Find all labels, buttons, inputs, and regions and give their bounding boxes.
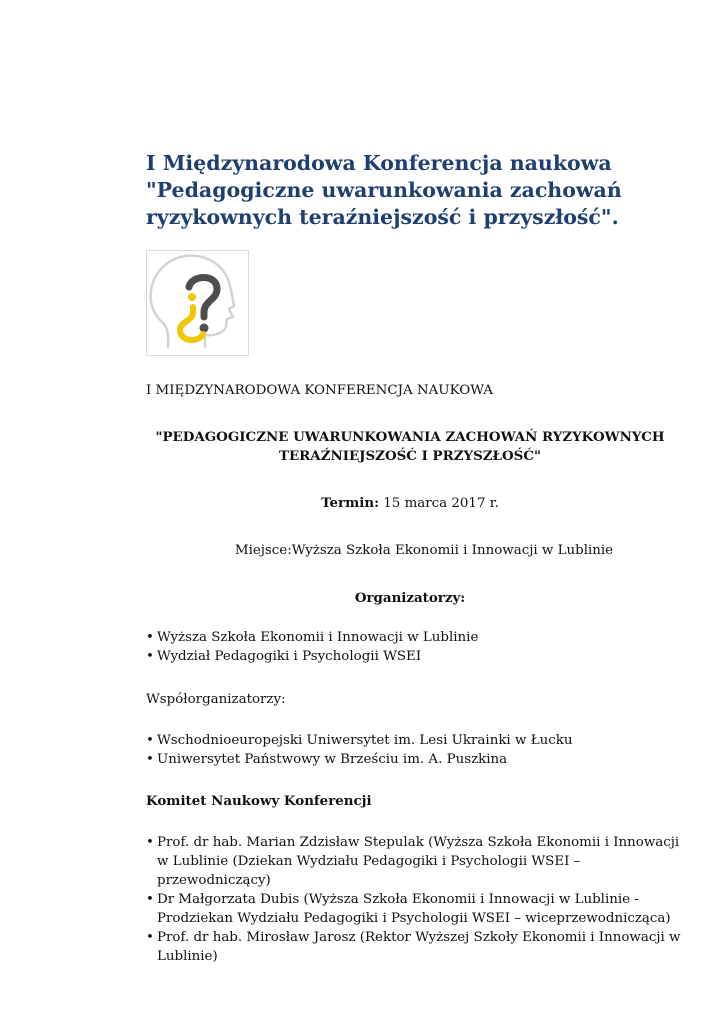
list-item [146, 833, 686, 890]
organizers-heading: Organizatorzy: [354, 590, 466, 606]
coorganizer-name: Wschodnioeuropejski Uniwersytet im. Lesi Ukrainki w Łucku [157, 733, 573, 748]
conference-logo [146, 250, 249, 356]
page-title [146, 150, 686, 231]
place-line: Miejsce:Wyższa Szkoła Ekonomii i Innowacji w Lublinie [234, 543, 614, 558]
organizer-name: Wyższa Szkoła Ekonomii i Innowacji w Lublinie [157, 630, 479, 645]
term-label: Termin: [321, 495, 380, 511]
list-item [146, 647, 686, 666]
head-question-mark-icon [147, 251, 248, 355]
coorganizers-heading: Współorganizatorzy: [146, 692, 286, 707]
title-line: "Pedagogiczne uwarunkowania zachowań [146, 178, 622, 202]
term-value: 15 marca 2017 r. [379, 496, 499, 511]
organizer-name: Wydział Pedagogiki i Psychologii WSEI [157, 649, 422, 664]
bullet: • [146, 930, 154, 945]
bullet: • [146, 892, 154, 907]
member-line: Prof. dr hab. Marian Zdzisław Stepulak (Wyższa Szkoła Ekonomii i Innowacji [157, 835, 680, 850]
member-line: Prodziekan Wydziału Pedagogiki i Psychologii WSEI – wiceprzewodnicząca) [157, 911, 671, 926]
bullet: • [146, 649, 154, 664]
member-line: Dr Małgorzata Dubis (Wyższa Szkoła Ekonomii i Innowacji w Lublinie - [157, 892, 639, 907]
conference-subtitle-line: "PEDAGOGICZNE UWARUNKOWANIA ZACHOWAŃ RYZYKOWNYCH [155, 429, 665, 445]
list-item [146, 731, 686, 750]
member-line: w Lublinie (Dziekan Wydziału Pedagogiki i Psychologii WSEI – [157, 854, 581, 869]
title-line: ryzykownych teraźniejszość i przyszłość". [146, 205, 619, 229]
coorganizer-name: Uniwersytet Państwowy w Brześciu im. A. Puszkina [157, 752, 508, 767]
member-line: Lublinie) [157, 949, 218, 964]
bullet: • [146, 630, 154, 645]
committee-heading: Komitet Naukowy Konferencji [146, 793, 372, 809]
conference-heading: I MIĘDZYNARODOWA KONFERENCJA NAUKOWA [146, 383, 493, 398]
bullet: • [146, 752, 154, 767]
bullet: • [146, 835, 154, 850]
bullet: • [146, 733, 154, 748]
list-item [146, 628, 686, 647]
list-item [146, 928, 686, 966]
member-line: przewodniczący) [157, 873, 271, 888]
title-line: I Międzynarodowa Konferencja naukowa [146, 151, 612, 175]
committee-list [146, 833, 686, 966]
member-line: Prof. dr hab. Mirosław Jarosz (Rektor Wyższej Szkoły Ekonomii i Innowacji w [157, 930, 681, 945]
coorganizers-list [146, 731, 686, 769]
list-item [146, 890, 686, 928]
organizers-list [146, 628, 686, 666]
list-item [146, 750, 686, 769]
term-line [146, 494, 674, 513]
conference-subtitle-line: TERAŹNIEJSZOŚĆ I PRZYSZŁOŚĆ" [279, 448, 541, 464]
